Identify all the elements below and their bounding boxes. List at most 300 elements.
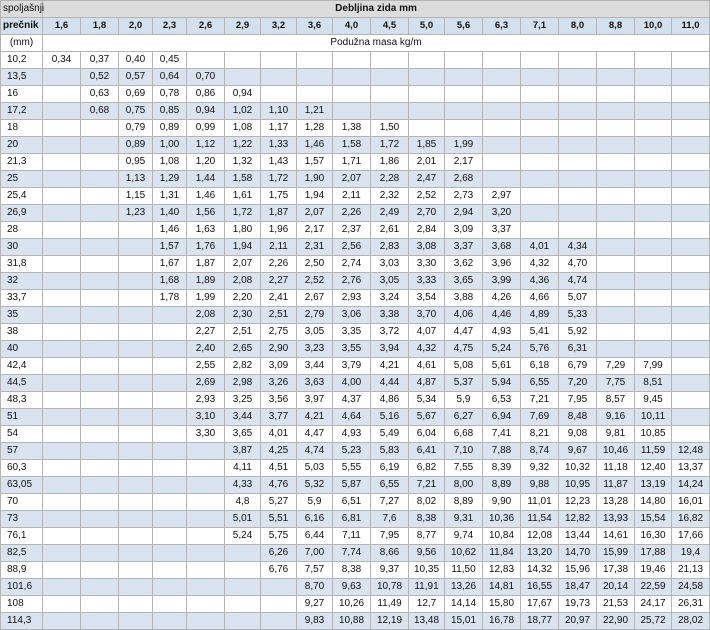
thickness-header: 2,0 (119, 18, 153, 35)
mass-cell (81, 188, 119, 205)
mass-cell (153, 358, 187, 375)
thickness-header: 2,9 (225, 18, 261, 35)
table-row (1, 443, 710, 460)
mass-cell: 7,20 (559, 375, 597, 392)
mass-cell: 2,97 (483, 188, 521, 205)
mass-cell: 3,55 (333, 341, 371, 358)
mass-cell (559, 205, 597, 222)
mass-cell: 1,46 (297, 137, 333, 154)
mass-cell (81, 375, 119, 392)
mass-cell (672, 307, 710, 324)
table-row (1, 154, 710, 171)
diameter-cell: 32 (1, 273, 43, 290)
mass-cell: 3,09 (261, 358, 297, 375)
mass-cell: 3,79 (333, 358, 371, 375)
mass-cell (597, 290, 635, 307)
mass-cell: 8,57 (597, 392, 635, 409)
mass-cell: 5,01 (225, 511, 261, 528)
mass-cell: 3,26 (261, 375, 297, 392)
mass-cell: 0,37 (81, 52, 119, 69)
thickness-header: 7,1 (521, 18, 559, 35)
mass-cell: 1,86 (371, 154, 409, 171)
mass-cell (81, 392, 119, 409)
mass-cell: 3,65 (445, 273, 483, 290)
mass-cell: 7,21 (521, 392, 559, 409)
mass-cell: 0,64 (153, 69, 187, 86)
mass-cell (43, 205, 81, 222)
mass-cell: 4,8 (225, 494, 261, 511)
mass-cell (521, 86, 559, 103)
mass-cell: 1,72 (261, 171, 297, 188)
mass-cell: 11,84 (483, 545, 521, 562)
mass-cell (43, 511, 81, 528)
mass-cell: 8,02 (409, 494, 445, 511)
mass-cell: 13,93 (597, 511, 635, 528)
mass-cell: 1,44 (187, 171, 225, 188)
mass-cell (635, 222, 672, 239)
mass-cell: 2,26 (333, 205, 371, 222)
mass-cell: 2,76 (333, 273, 371, 290)
mass-cell: 22,59 (635, 579, 672, 596)
mass-cell: 26,31 (672, 596, 710, 613)
mass-cell: 19,46 (635, 562, 672, 579)
mass-cell (81, 307, 119, 324)
mass-cell: 4,32 (409, 341, 445, 358)
mass-cell: 1,32 (225, 154, 261, 171)
mass-cell: 5,9 (445, 392, 483, 409)
mass-cell (81, 205, 119, 222)
mass-cell: 1,94 (297, 188, 333, 205)
mass-cell: 12,83 (483, 562, 521, 579)
mass-cell: 10,35 (409, 562, 445, 579)
mass-cell: 1,10 (261, 103, 297, 120)
mass-cell: 2,07 (297, 205, 333, 222)
mass-cell: 2,27 (187, 324, 225, 341)
mass-cell: 6,76 (261, 562, 297, 579)
mass-cell (225, 69, 261, 86)
mass-cell (261, 69, 297, 86)
mass-cell: 8,66 (371, 545, 409, 562)
mass-cell: 4,34 (559, 239, 597, 256)
mass-cell: 3,09 (445, 222, 483, 239)
mass-cell (43, 222, 81, 239)
mass-cell: 3,65 (225, 426, 261, 443)
mass-cell: 2,98 (225, 375, 261, 392)
mass-cell: 2,20 (225, 290, 261, 307)
mass-cell: 1,46 (153, 222, 187, 239)
mass-cell: 2,79 (297, 307, 333, 324)
mass-cell: 4,75 (445, 341, 483, 358)
mass-cell (187, 494, 225, 511)
mass-cell (371, 52, 409, 69)
mass-cell (371, 69, 409, 86)
mass-cell (153, 511, 187, 528)
mass-cell (597, 188, 635, 205)
mass-cell (187, 443, 225, 460)
mass-cell: 1,68 (153, 273, 187, 290)
label-diameter: prečnik (1, 18, 43, 35)
mass-cell (81, 290, 119, 307)
mass-cell: 4,36 (521, 273, 559, 290)
mass-cell: 9,08 (559, 426, 597, 443)
mass-cell (153, 579, 187, 596)
mass-cell: 5,83 (371, 443, 409, 460)
mass-cell (333, 69, 371, 86)
mass-cell (187, 460, 225, 477)
mass-cell (187, 511, 225, 528)
mass-cell (81, 324, 119, 341)
diameter-cell: 63,05 (1, 477, 43, 494)
mass-cell: 14,61 (597, 528, 635, 545)
table-row (1, 120, 710, 137)
mass-cell (119, 494, 153, 511)
mass-cell: 9,90 (483, 494, 521, 511)
mass-cell: 1,89 (187, 273, 225, 290)
mass-cell (81, 494, 119, 511)
mass-cell: 12,23 (559, 494, 597, 511)
mass-cell (43, 443, 81, 460)
table-row (1, 137, 710, 154)
table-row (1, 341, 710, 358)
mass-cell (81, 273, 119, 290)
mass-cell: 5,03 (297, 460, 333, 477)
mass-cell: 2,55 (187, 358, 225, 375)
mass-cell: 21,13 (672, 562, 710, 579)
mass-cell (225, 545, 261, 562)
mass-cell (635, 171, 672, 188)
mass-cell (119, 222, 153, 239)
mass-cell: 11,18 (597, 460, 635, 477)
mass-cell: 1,15 (119, 188, 153, 205)
mass-cell: 5,33 (559, 307, 597, 324)
mass-cell: 2,30 (225, 307, 261, 324)
mass-cell (559, 222, 597, 239)
mass-cell: 6,55 (521, 375, 559, 392)
mass-cell: 1,08 (153, 154, 187, 171)
mass-cell (672, 154, 710, 171)
mass-cell (43, 494, 81, 511)
thickness-header: 2,6 (187, 18, 225, 35)
mass-cell (43, 307, 81, 324)
mass-cell: 13,28 (597, 494, 635, 511)
mass-cell: 8,48 (559, 409, 597, 426)
mass-cell: 6,41 (409, 443, 445, 460)
mass-cell: 2,47 (409, 171, 445, 188)
mass-cell: 1,99 (445, 137, 483, 154)
mass-cell: 11,01 (521, 494, 559, 511)
mass-cell (43, 188, 81, 205)
mass-cell: 3,33 (409, 273, 445, 290)
mass-cell (261, 579, 297, 596)
mass-cell (153, 460, 187, 477)
diameter-cell: 60,3 (1, 460, 43, 477)
mass-cell: 1,61 (225, 188, 261, 205)
mass-cell: 10,95 (559, 477, 597, 494)
mass-cell (153, 477, 187, 494)
mass-cell: 10,88 (333, 613, 371, 630)
mass-cell: 5,08 (445, 358, 483, 375)
mass-cell: 7,95 (371, 528, 409, 545)
mass-cell (597, 307, 635, 324)
table-row (1, 579, 710, 596)
mass-cell: 3,24 (371, 290, 409, 307)
mass-cell: 4,46 (483, 307, 521, 324)
thickness-header: 8,0 (559, 18, 597, 35)
mass-cell (119, 341, 153, 358)
mass-cell: 7,74 (333, 545, 371, 562)
mass-cell: 1,08 (225, 120, 261, 137)
mass-cell: 5,32 (297, 477, 333, 494)
mass-cell (81, 256, 119, 273)
mass-cell (81, 358, 119, 375)
mass-cell (521, 222, 559, 239)
mass-cell: 1,56 (187, 205, 225, 222)
mass-cell: 9,67 (559, 443, 597, 460)
mass-cell (559, 69, 597, 86)
mass-cell: 0,57 (119, 69, 153, 86)
mass-cell: 4,76 (261, 477, 297, 494)
mass-cell (43, 375, 81, 392)
mass-cell: 3,87 (225, 443, 261, 460)
mass-cell (81, 341, 119, 358)
mass-cell: 17,66 (672, 528, 710, 545)
mass-cell: 8,21 (521, 426, 559, 443)
mass-cell (672, 205, 710, 222)
mass-cell: 6,53 (483, 392, 521, 409)
mass-cell (119, 409, 153, 426)
mass-cell: 2,28 (371, 171, 409, 188)
mass-cell (81, 426, 119, 443)
mass-cell: 3,94 (371, 341, 409, 358)
diameter-cell: 25,4 (1, 188, 43, 205)
mass-cell: 3,38 (371, 307, 409, 324)
diameter-cell: 18 (1, 120, 43, 137)
diameter-cell: 44,5 (1, 375, 43, 392)
mass-cell: 4,47 (445, 324, 483, 341)
mass-cell: 6,55 (371, 477, 409, 494)
mass-cell (43, 477, 81, 494)
mass-cell: 7,27 (371, 494, 409, 511)
mass-cell (43, 341, 81, 358)
mass-cell (119, 579, 153, 596)
mass-cell: 7,69 (521, 409, 559, 426)
table-subtitle: Podužna masa kg/m (43, 35, 710, 52)
mass-cell: 5,94 (483, 375, 521, 392)
mass-cell: 5,67 (409, 409, 445, 426)
mass-cell (153, 307, 187, 324)
mass-cell (225, 596, 261, 613)
table-row (1, 545, 710, 562)
mass-cell: 20,97 (559, 613, 597, 630)
mass-cell (672, 256, 710, 273)
mass-cell: 3,56 (261, 392, 297, 409)
mass-cell (187, 528, 225, 545)
mass-cell: 2,74 (333, 256, 371, 273)
mass-cell: 1,33 (261, 137, 297, 154)
mass-cell: 3,30 (187, 426, 225, 443)
mass-cell (187, 596, 225, 613)
mass-cell (81, 511, 119, 528)
mass-cell: 8,89 (483, 477, 521, 494)
diameter-cell: 76,1 (1, 528, 43, 545)
thickness-header: 3,2 (261, 18, 297, 35)
diameter-cell: 38 (1, 324, 43, 341)
mass-cell: 7,41 (483, 426, 521, 443)
table-row (1, 307, 710, 324)
mass-cell: 11,54 (521, 511, 559, 528)
mass-cell (635, 239, 672, 256)
mass-cell: 1,94 (225, 239, 261, 256)
mass-cell (672, 86, 710, 103)
table-row (1, 460, 710, 477)
mass-cell: 6,51 (333, 494, 371, 511)
thickness-header: 8,8 (597, 18, 635, 35)
mass-cell: 12,7 (409, 596, 445, 613)
mass-cell: 1,21 (297, 103, 333, 120)
mass-cell (635, 154, 672, 171)
mass-cell (597, 137, 635, 154)
mass-cell: 7,57 (297, 562, 333, 579)
mass-cell: 1,58 (225, 171, 261, 188)
mass-cell (119, 426, 153, 443)
mass-cell: 3,10 (187, 409, 225, 426)
table-row (1, 409, 710, 426)
mass-cell (521, 137, 559, 154)
mass-cell: 10,32 (559, 460, 597, 477)
mass-cell: 14,70 (559, 545, 597, 562)
diameter-cell: 88,9 (1, 562, 43, 579)
mass-cell (597, 256, 635, 273)
mass-cell (635, 324, 672, 341)
mass-cell (81, 171, 119, 188)
mass-cell (43, 426, 81, 443)
mass-cell: 10,78 (371, 579, 409, 596)
mass-cell: 0,86 (187, 86, 225, 103)
mass-cell: 4,61 (409, 358, 445, 375)
table-row (1, 205, 710, 222)
mass-cell (119, 290, 153, 307)
mass-cell: 14,24 (672, 477, 710, 494)
mass-cell (521, 188, 559, 205)
mass-cell: 13,48 (409, 613, 445, 630)
table-row (1, 52, 710, 69)
diameter-cell: 48,3 (1, 392, 43, 409)
mass-cell: 1,87 (261, 205, 297, 222)
mass-cell (521, 103, 559, 120)
mass-cell (81, 562, 119, 579)
mass-cell: 1,99 (187, 290, 225, 307)
mass-cell: 19,4 (672, 545, 710, 562)
diameter-cell: 26,9 (1, 205, 43, 222)
mass-cell: 0,94 (187, 103, 225, 120)
mass-cell: 5,92 (559, 324, 597, 341)
mass-cell: 13,20 (521, 545, 559, 562)
mass-cell (672, 273, 710, 290)
mass-cell: 3,63 (297, 375, 333, 392)
diameter-cell: 51 (1, 409, 43, 426)
mass-cell (521, 69, 559, 86)
mass-cell: 4,86 (371, 392, 409, 409)
thickness-header: 3,6 (297, 18, 333, 35)
mass-cell: 24,58 (672, 579, 710, 596)
mass-cell (43, 409, 81, 426)
mass-cell: 2,73 (445, 188, 483, 205)
mass-cell (225, 562, 261, 579)
mass-cell: 4,00 (333, 375, 371, 392)
mass-cell (187, 545, 225, 562)
mass-cell (187, 52, 225, 69)
mass-cell: 3,54 (409, 290, 445, 307)
mass-cell (119, 511, 153, 528)
mass-cell: 17,38 (597, 562, 635, 579)
mass-cell: 2,90 (261, 341, 297, 358)
mass-cell: 2,70 (409, 205, 445, 222)
mass-cell (333, 52, 371, 69)
mass-cell: 6,27 (445, 409, 483, 426)
mass-cell: 3,05 (297, 324, 333, 341)
mass-cell: 14,80 (635, 494, 672, 511)
table-row (1, 69, 710, 86)
mass-cell (81, 120, 119, 137)
mass-cell (597, 273, 635, 290)
mass-cell: 0,69 (119, 86, 153, 103)
mass-cell: 1,23 (119, 205, 153, 222)
mass-cell (153, 443, 187, 460)
mass-cell: 9,74 (445, 528, 483, 545)
thickness-header: 11,0 (672, 18, 710, 35)
mass-cell: 6,18 (521, 358, 559, 375)
mass-cell (81, 409, 119, 426)
table-row (1, 86, 710, 103)
mass-cell (672, 69, 710, 86)
diameter-cell: 31,8 (1, 256, 43, 273)
mass-cell: 0,34 (43, 52, 81, 69)
mass-cell: 5,24 (225, 528, 261, 545)
mass-cell (483, 52, 521, 69)
mass-cell: 1,75 (261, 188, 297, 205)
mass-cell: 5,76 (521, 341, 559, 358)
mass-cell: 3,20 (483, 205, 521, 222)
table-row (1, 528, 710, 545)
mass-cell: 1,80 (225, 222, 261, 239)
mass-cell: 7,29 (597, 358, 635, 375)
mass-cell (635, 103, 672, 120)
table-row (1, 273, 710, 290)
mass-cell: 10,46 (597, 443, 635, 460)
mass-cell (43, 69, 81, 86)
mass-cell (445, 52, 483, 69)
mass-cell: 4,32 (521, 256, 559, 273)
mass-cell: 5,87 (333, 477, 371, 494)
mass-cell (635, 52, 672, 69)
diameter-cell: 108 (1, 596, 43, 613)
mass-cell: 1,67 (153, 256, 187, 273)
mass-cell (672, 341, 710, 358)
mass-cell (597, 239, 635, 256)
mass-cell (409, 120, 445, 137)
mass-cell (597, 52, 635, 69)
mass-cell: 5,51 (261, 511, 297, 528)
mass-cell: 9,88 (521, 477, 559, 494)
mass-cell: 10,84 (483, 528, 521, 545)
mass-cell (43, 324, 81, 341)
mass-cell: 17,67 (521, 596, 559, 613)
table-row (1, 290, 710, 307)
mass-cell: 0,75 (119, 103, 153, 120)
mass-cell (483, 171, 521, 188)
mass-cell: 0,79 (119, 120, 153, 137)
mass-cell (225, 579, 261, 596)
